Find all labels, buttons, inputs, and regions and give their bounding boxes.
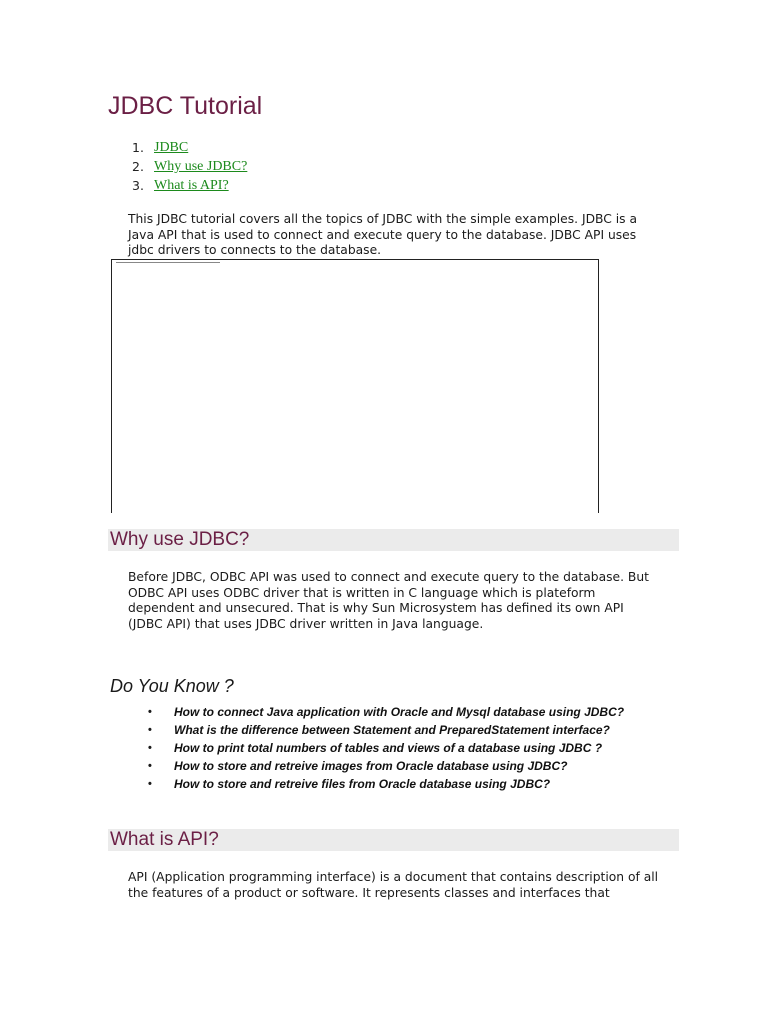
toc-number: 3. (132, 178, 144, 193)
do-you-know-link[interactable]: How to connect Java application with Oracle and Mysql database using JDBC? (174, 705, 625, 719)
why-line: (JDBC API) that uses JDBC driver written in Java language. (128, 616, 484, 631)
do-you-know-link[interactable]: How to store and retreive images from Oracle database using JDBC? (174, 759, 568, 773)
why-line: dependent and unsecured. That is why Sun Microsystem has defined its own API (128, 601, 624, 615)
do-you-know-link[interactable]: What is the difference between Statement and PreparedStatement interface? (174, 723, 610, 737)
bullet-icon: • (148, 706, 152, 718)
embedded-image-frame (111, 259, 599, 513)
toc-link-why-use-jdbc[interactable]: Why use JDBC? (154, 159, 248, 174)
toc-link-what-is-api[interactable]: What is API? (154, 178, 229, 193)
why-paragraph (128, 570, 684, 632)
intro-line: This JDBC tutorial covers all the topics of JDBC with the simple examples. JDBC is a (128, 212, 638, 226)
list-item (148, 775, 624, 793)
intro-line: Java API that is used to connect and execute query to the database. JDBC API uses (128, 227, 637, 242)
toc-link-jdbc[interactable]: JDBC (154, 140, 189, 155)
list-item (148, 757, 624, 775)
frame-caption-mark (116, 262, 220, 263)
section-header-what-is-api (108, 829, 679, 851)
api-line: API (Application programming interface) is a document that contains description of all (128, 870, 659, 884)
list-item (148, 721, 624, 739)
bullet-icon: • (148, 724, 152, 736)
bullet-icon: • (148, 742, 152, 754)
toc-item (132, 157, 247, 176)
list-item (148, 739, 624, 757)
table-of-contents (132, 138, 247, 195)
intro-line: jdbc drivers to connects to the database. (128, 243, 382, 257)
toc-item (132, 138, 247, 157)
do-you-know-list (148, 703, 624, 793)
do-you-know-link[interactable]: How to store and retreive files from Oracle database using JDBC? (174, 777, 551, 791)
section-heading: Why use JDBC? (110, 529, 250, 550)
do-you-know-link[interactable]: How to print total numbers of tables and views of a database using JDBC ? (174, 741, 603, 755)
toc-number: 2. (132, 159, 144, 174)
do-you-know-heading: Do You Know ? (110, 676, 234, 696)
page-title: JDBC Tutorial (108, 92, 263, 120)
intro-paragraph (128, 212, 684, 259)
section-heading: What is API? (110, 829, 219, 850)
toc-number: 1. (132, 140, 144, 155)
why-line: ODBC API uses ODBC driver that is written in C language which is plateform (128, 585, 596, 600)
bullet-icon: • (148, 778, 152, 790)
section-header-why-use-jdbc (108, 529, 679, 551)
why-line: Before JDBC, ODBC API was used to connect and execute query to the database. But (128, 570, 649, 584)
api-paragraph (128, 870, 684, 901)
bullet-icon: • (148, 760, 152, 772)
api-line: the features of a product or software. It represents classes and interfaces that (128, 885, 610, 900)
list-item (148, 703, 624, 721)
toc-item (132, 176, 247, 195)
